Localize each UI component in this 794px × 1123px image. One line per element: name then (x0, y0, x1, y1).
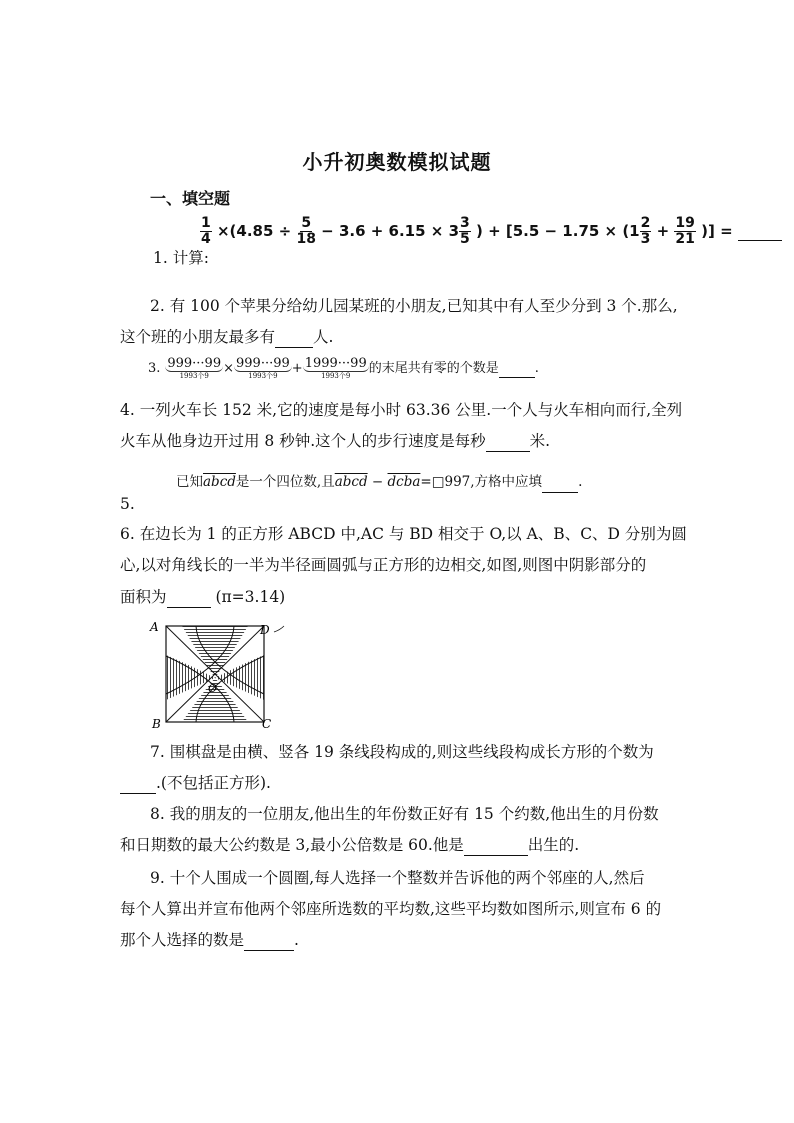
answer-blank (738, 222, 782, 241)
number-999: 999···99 1993个9 (236, 356, 290, 380)
fraction: $\frac{2}{3}$ (640, 215, 651, 247)
answer-blank (167, 587, 211, 608)
q1-label: 1. 计算: (153, 249, 209, 267)
q8-line2: 和日期数的最大公约数是 3,最小公倍数是 60.他是 出生的. (120, 836, 580, 854)
q6-line3: 面积为 (π=3.14) (120, 588, 286, 606)
q4-line2: 火车从他身边开过用 8 秒钟.这个人的步行速度是每秒 米. (120, 432, 551, 450)
q5-line: 已知abcd是一个四位数,且abcd − dcba=□997,方格中应填 . (176, 472, 582, 493)
answer-blank (244, 930, 294, 951)
fraction: $\frac{1}{4}$ (201, 215, 211, 247)
q5-number: 5. (120, 495, 135, 513)
q7-line1: 7. 围棋盘是由横、竖各 19 条线段构成的,则这些线段构成长方形的个数为 (150, 743, 654, 761)
pen-mark (274, 626, 284, 632)
answer-blank (120, 773, 156, 794)
q9-line3: 那个人选择的数是 . (120, 931, 299, 949)
section-heading: 一、填空题 (150, 189, 231, 208)
q6-line2: 心,以对角线长的一半为半径画圆弧与正方形的边相交,如图,则图中阴影部分的 (120, 556, 647, 574)
q6-line1: 6. 在边长为 1 的正方形 ABCD 中,AC 与 BD 相交于 O,以 A、B、C、D 分别为圆 (120, 525, 687, 543)
answer-blank (499, 357, 535, 378)
q9-line2: 每个人算出并宣布他两个邻座所选数的平均数,这些平均数如图所示,则宣布 6 的 (120, 900, 662, 918)
fraction: $\frac{3}{5}$ (460, 215, 470, 247)
q2-line2: 这个班的小朋友最多有 人. (120, 328, 334, 346)
fraction: $\frac{5}{18}$ (296, 215, 316, 247)
answer-blank (275, 327, 313, 348)
page-title: 小升初奥数模拟试题 (302, 150, 492, 174)
q1-formula: $\frac{1}{4}$ ×(4.85 ÷ $\frac{5}{18}$ − 3.6 + 6.15 × 3 $\frac{3}{5}$ ) + [5.5 − 1.75 × (1 $\frac{2}{3}$ + $\frac{19}{21}$ )] = (200, 216, 782, 247)
label-b: B (152, 717, 161, 731)
square-arcs-figure (148, 616, 288, 731)
answer-blank (464, 835, 528, 856)
label-c: C (262, 717, 272, 731)
q8-line1: 8. 我的朋友的一位朋友,他出生的年份数正好有 15 个约数,他出生的月份数 (150, 805, 659, 823)
number-999: 999···99 1993个9 (167, 356, 222, 380)
q2-line1: 2. 有 100 个苹果分给幼儿园某班的小朋友,已知其中有人至少分到 3 个.那么, (150, 297, 678, 315)
q7-line2: .(不包括正方形). (120, 773, 271, 794)
label-a: A (150, 620, 159, 634)
fraction: $\frac{19}{21}$ (675, 215, 695, 247)
q9-line1: 9. 十个人围成一个圆圈,每人选择一个整数并告诉他的两个邻座的人,然后 (150, 869, 645, 887)
answer-blank (486, 431, 530, 452)
label-o: O (208, 682, 218, 695)
answer-blank (542, 472, 578, 493)
number-1999: 1999···99 1993个9 (304, 356, 367, 380)
label-d: D (260, 623, 270, 637)
q4-line1: 4. 一列火车长 152 米,它的速度是每小时 63.36 公里.一个人与火车相向而行,全列 (120, 401, 683, 419)
q3-line: 3. 999···99 1993个9 × 999···99 1993个9 + 1999···99 1993个9 的末尾共有零的个数是 . (148, 356, 539, 380)
